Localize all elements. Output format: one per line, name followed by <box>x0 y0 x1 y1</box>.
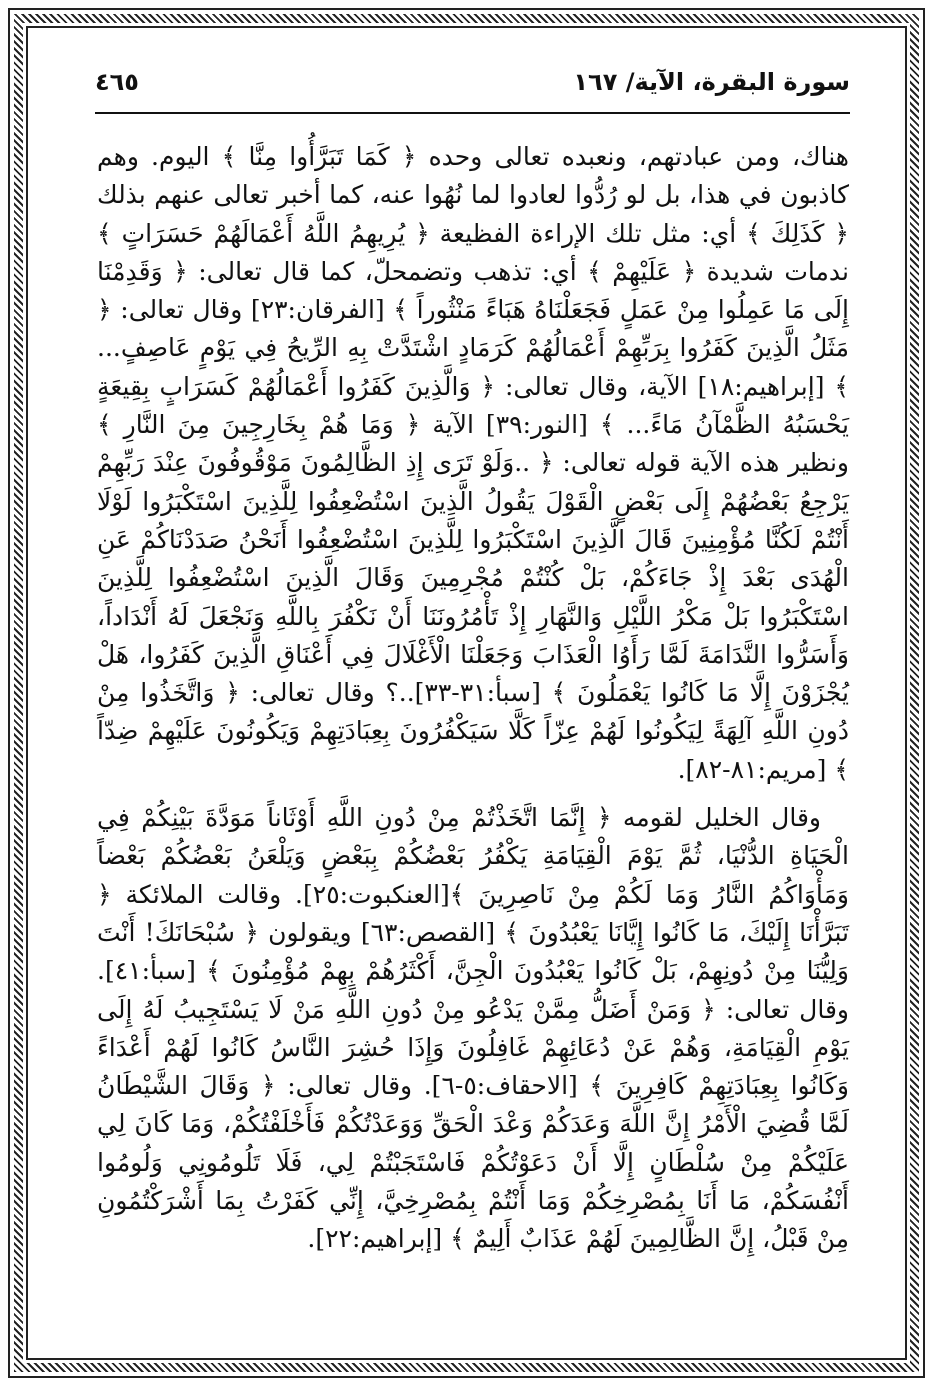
paragraph-2: وقال الخليل لقومه ﴿ إِنَّمَا اتَّخَذْتُمْ مِنْ دُونِ اللَّهِ أَوْثَاناً مَوَدَّةَ بَيْنِكُمْ فِي الْحَيَاةِ الدُّنْيَا، ثُمَّ يَوْمَ الْقِيَامَةِ يَكْفُرُ بَعْضُكُمْ بِبَعْضٍ وَيَلْعَنُ بَعْضُكُمْ بَعْضاً وَمَأْوَاكُمُ النَّارُ وَمَا لَكُمْ مِنْ نَاصِرِينَ ﴾[العنكبوت:٢٥]. وقالت الملائكة ﴿ تَبَرَّأْنَا إِلَيْكَ، مَا كَانُوا إِيَّانَا يَعْبُدُونَ ﴾ [القصص:٦٣] ويقولون ﴿ سُبْحَانَكَ! أَنْتَ وَلِيُّنَا مِنْ دُونِهِمْ، بَلْ كَانُوا يَعْبُدُونَ الْجِنَّ، أَكْثَرُهُمْ بِهِمْ مُؤْمِنُونَ ﴾ [سبأ:٤١]. وقال تعالى: ﴿ وَمَنْ أَضَلُّ مِمَّنْ يَدْعُو مِنْ دُونِ اللَّهِ مَنْ لَا يَسْتَجِيبُ لَهُ إِلَى يَوْمِ الْقِيَامَةِ، وَهُمْ عَنْ دُعَائِهِمْ غَافِلُونَ وَإِذَا حُشِرَ النَّاسُ كَانُوا لَهُمْ أَعْدَاءً وَكَانُوا بِعِبَادَتِهِمْ كَافِرِينَ ﴾ [الاحقاف:٥-٦]. وقال تعالى: ﴿ وَقَالَ الشَّيْطَانُ لَمَّا قُضِيَ الْأَمْرُ إِنَّ اللَّهَ وَعَدَكُمْ وَعْدَ الْحَقِّ وَوَعَدْتُكُمْ فَأَخْلَفْتُكُمْ، وَمَا كَانَ لِي عَلَيْكُمْ مِنْ سُلْطَانٍ إِلَّا أَنْ دَعَوْتُكُمْ فَاسْتَجَبْتُمْ لِي، فَلَا تَلُومُونِي وَلُومُوا أَنْفُسَكُمْ، مَا أَنَا بِمُصْرِخِكُمْ وَمَا أَنْتُمْ بِمُصْرِخِيَّ، إِنِّي كَفَرْتُ بِمَا أَشْرَكْتُمُونِ مِنْ قَبْلُ، إِنَّ الظَّالِمِينَ لَهُمْ عَذَابٌ أَلِيمٌ ﴾ [إبراهيم:٢٢]. <box>97 803 849 1254</box>
body-text <box>97 138 849 1303</box>
page-header <box>95 62 850 110</box>
page-number: ٤٦٥ <box>95 68 139 96</box>
running-title: سورة البقرة، الآية/ ١٦٧ <box>573 68 850 96</box>
header-rule <box>95 112 850 114</box>
paragraph-1: هناك، ومن عبادتهم، ونعبده تعالى وحده ﴿ كَمَا تَبَرَّأُوا مِنَّا ﴾ اليوم. وهم كاذبون في هذا، بل لو رُدُّوا لعادوا لما نُهُوا عنه، كما أخبر تعالى عنهم بذلك ﴿ كَذَلِكَ ﴾ أي: مثل تلك الإراءة الفظيعة ﴿ يُرِيهِمُ اللَّهُ أَعْمَالَهُمْ حَسَرَاتٍ ﴾ ندمات شديدة ﴿ عَلَيْهِمْ ﴾ أي: تذهب وتضمحلّ، كما قال تعالى: ﴿ وَقَدِمْنَا إِلَى مَا عَمِلُوا مِنْ عَمَلٍ فَجَعَلْنَاهُ هَبَاءً مَنْثُوراً ﴾ [الفرقان:٢٣] وقال تعالى: ﴿ مَثَلُ الَّذِينَ كَفَرُوا بِرَبِّهِمْ أَعْمَالُهُمْ كَرَمَادٍ اشْتَدَّتْ بِهِ الرِّيحُ فِي يَوْمٍ عَاصِفٍ... ﴾ [إبراهيم:١٨] الآية، وقال تعالى: ﴿ وَالَّذِينَ كَفَرُوا أَعْمَالُهُمْ كَسَرَابٍ بِقِيعَةٍ يَحْسَبُهُ الظَّمْآنُ مَاءً... ﴾ [النور:٣٩] الآية ﴿ وَمَا هُمْ بِخَارِجِينَ مِنَ النَّارِ ﴾ ونظير هذه الآية قوله تعالى: ﴿ ..وَلَوْ تَرَى إِذِ الظَّالِمُونَ مَوْقُوفُونَ عِنْدَ رَبِّهِمْ يَرْجِعُ بَعْضُهُمْ إِلَى بَعْضٍ الْقَوْلَ يَقُولُ الَّذِينَ اسْتُضْعِفُوا لِلَّذِينَ اسْتَكْبَرُوا لَوْلَا أَنْتُمْ لَكُنَّا مُؤْمِنِينَ قَالَ الَّذِينَ اسْتَكْبَرُوا لِلَّذِينَ اسْتُضْعِفُوا أَنَحْنُ صَدَدْنَاكُمْ عَنِ الْهُدَى بَعْدَ إِذْ جَاءَكُمْ، بَلْ كُنْتُمْ مُجْرِمِينَ وَقَالَ الَّذِينَ اسْتُضْعِفُوا لِلَّذِينَ اسْتَكْبَرُوا بَلْ مَكْرُ اللَّيْلِ وَالنَّهَارِ إِذْ تَأْمُرُونَنَا أَنْ نَكْفُرَ بِاللَّهِ وَنَجْعَلَ لَهُ أَنْدَاداً، وَأَسَرُّوا النَّدَامَةَ لَمَّا رَأَوُا الْعَذَابَ وَجَعَلْنَا الْأَغْلَالَ فِي أَعْنَاقِ الَّذِينَ كَفَرُوا، هَلْ يُجْزَوْنَ إِلَّا مَا كَانُوا يَعْمَلُونَ ﴾ [سبأ:٣١-٣٣]..؟ وقال تعالى: ﴿ وَاتَّخَذُوا مِنْ دُونِ اللَّهِ آلِهَةً لِيَكُونُوا لَهُمْ عِزّاً كَلَّا سَيَكْفُرُونَ بِعِبَادَتِهِمْ وَيَكُونُونَ عَلَيْهِمْ ضِدّاً ﴾ [مريم:٨١-٨٢]. <box>97 142 850 784</box>
